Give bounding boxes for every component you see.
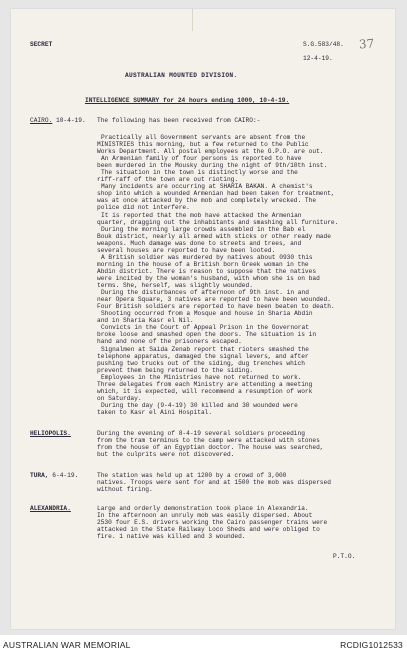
- body-line: Many incidents are occurring at SHARIA BAKAN. A chemist's: [101, 183, 313, 190]
- tura-line: natives. Troops were sent for and at 1500 the mob was dispersed: [97, 479, 331, 486]
- body-line: Three delegates from each Ministry are attending a meeting: [97, 381, 313, 388]
- alexandria-heading: ALEXANDRIA.: [30, 505, 71, 512]
- body-line: telephone apparatus, damaged the signal levers, and after: [97, 353, 309, 360]
- body-line: It is reported that the mob have attacked the Armenian: [101, 212, 302, 219]
- heliopolis-heading: HELIOPOLIS.: [30, 430, 71, 437]
- alexandria-line: attacked in the State Railway Loco Sheds and were obliged to: [97, 526, 320, 533]
- summary-title: INTELLIGENCE SUMMARY for 24 hours ending 1000, 10-4-19.: [85, 97, 290, 104]
- body-line: quarter, dragging out the inhabitants and smashing all furniture.: [97, 219, 339, 226]
- body-line: were incited by the woman's husband, with whom she is on bad: [97, 275, 320, 282]
- body-line: morning in the house of a British born Greek woman in the: [97, 261, 309, 268]
- heliopolis-line: During the evening of 8-4-19 several soldiers proceeding: [97, 430, 305, 437]
- body-line: hand and none of the prisoners escaped.: [97, 338, 242, 345]
- body-line: An Armenian family of four persons is reported to have: [101, 155, 302, 162]
- body-line: broke loose and smashed open the doors. The situation is in: [97, 331, 317, 338]
- cairo-date: 10-4-19.: [52, 117, 86, 124]
- classification-label: SECRET: [30, 41, 53, 48]
- heliopolis-line: but the culprits were not discovered.: [97, 451, 235, 458]
- body-line: Abdin district. There is reason to suppose that the natives: [97, 268, 317, 275]
- cairo-intro: [30, 117, 86, 124]
- body-line: pushing two trucks out of the siding, dug trenches which: [97, 360, 305, 367]
- heliopolis-line: from the tram terminus to the camp were attacked with stones: [97, 437, 320, 444]
- archive-name: AUSTRALIAN WAR MEMORIAL: [3, 640, 131, 650]
- body-line: The situation in the town is distinctly worse and the: [101, 169, 298, 176]
- body-line: terms. She, herself, was slightly wounded.: [97, 282, 253, 289]
- body-line: near Opera Square, 3 natives are reported to have been wounded.: [97, 296, 331, 303]
- body-line: Works Department. All postal employees at the G.P.O. are out.: [97, 148, 324, 155]
- body-line: Four British soldiers are reported to have been beaten to death.: [97, 303, 335, 310]
- body-line: Signalmen at Saida Zenab report that rioters smashed the: [101, 346, 309, 353]
- division-title: AUSTRALIAN MOUNTED DIVISION.: [125, 72, 238, 79]
- tura-heading: TURA,: [30, 472, 49, 479]
- alexandria-line: 2530 four E.S. drivers working the Cairo passenger trains were: [97, 519, 328, 526]
- body-line: and in Sharia Kasr el Nil.: [97, 317, 194, 324]
- body-line: Employees in the Ministries have not returned to work.: [101, 374, 302, 381]
- body-line: been murdered in the Mousky during the night of 9th/10th inst.: [97, 162, 328, 169]
- body-line: was at once attacked by the mob and completely wrecked. The: [97, 197, 317, 204]
- body-line: several houses are reported to have been looted.: [97, 247, 276, 254]
- body-line: weapons. Much damage was done to streets and trees, and: [97, 240, 302, 247]
- alexandria-line: fire. 1 native was killed and 3 wounded.: [97, 533, 246, 540]
- body-line: MINISTRIES this morning, but a few returned to the Public: [97, 141, 309, 148]
- body-line: prevent them being returned to the siding.: [97, 367, 253, 374]
- body-line: riff-raff of the town are out rioting.: [97, 176, 239, 183]
- body-line: Practically all Government servants are absent from the: [101, 134, 306, 141]
- page-turn-note: P.T.O.: [333, 553, 356, 560]
- body-line: police did not interfere.: [97, 204, 190, 211]
- body-line: Shooting occurred from a Mosque and house in Sharia Abdin: [101, 310, 313, 317]
- body-line: Convicts in the Court of Appeal Prison in the Governorat: [101, 324, 309, 331]
- body-line: shop into which a wounded Armenian had been taken for treatment,: [97, 190, 335, 197]
- alexandria-line: Large and orderly demonstration took place in Alexandria.: [97, 505, 309, 512]
- body-line: During the morning large crowds assembled in the Bab el: [101, 226, 306, 233]
- body-line: During the day (9-4-19) 30 killed and 30 wounded were: [101, 402, 298, 409]
- body-line: on Saturday.: [97, 395, 142, 402]
- archive-record-id: RCDIG1012533: [340, 640, 403, 650]
- body-line: Bouk district, nearly all armed with sticks or other ready made: [97, 233, 331, 240]
- heliopolis-line: from the house of an Egyptian doctor. The house was searched,: [97, 444, 324, 451]
- reference-number: S.G.583/48.: [303, 41, 344, 48]
- body-line: A British soldier was murdered by natives about 0930 this: [101, 254, 313, 261]
- body-line: During the disturbances of afternoon of 9th inst. in and: [101, 289, 309, 296]
- body-line: which, it is expected, will recommend a resumption of work: [97, 388, 313, 395]
- archive-footer: [0, 635, 407, 653]
- tura-date: 6-4-19.: [48, 472, 79, 479]
- tura-label: [30, 472, 78, 479]
- tura-line: without firing.: [97, 486, 153, 493]
- alexandria-line: In the afternoon an unruly mob was easily dispersed. About: [97, 512, 313, 519]
- tura-line: The station was held up at 1200 by a crowd of 3,000: [97, 472, 287, 479]
- cairo-heading: CAIRO.: [30, 117, 53, 124]
- paper-fold: [192, 9, 193, 31]
- handwritten-page-number: 37: [358, 36, 375, 52]
- document-date: 12-4-19.: [303, 55, 333, 62]
- cairo-intro-text: The following has been received from CAIRO:-: [97, 117, 261, 124]
- body-line: taken to Kasr el Aini Hospital.: [97, 409, 213, 416]
